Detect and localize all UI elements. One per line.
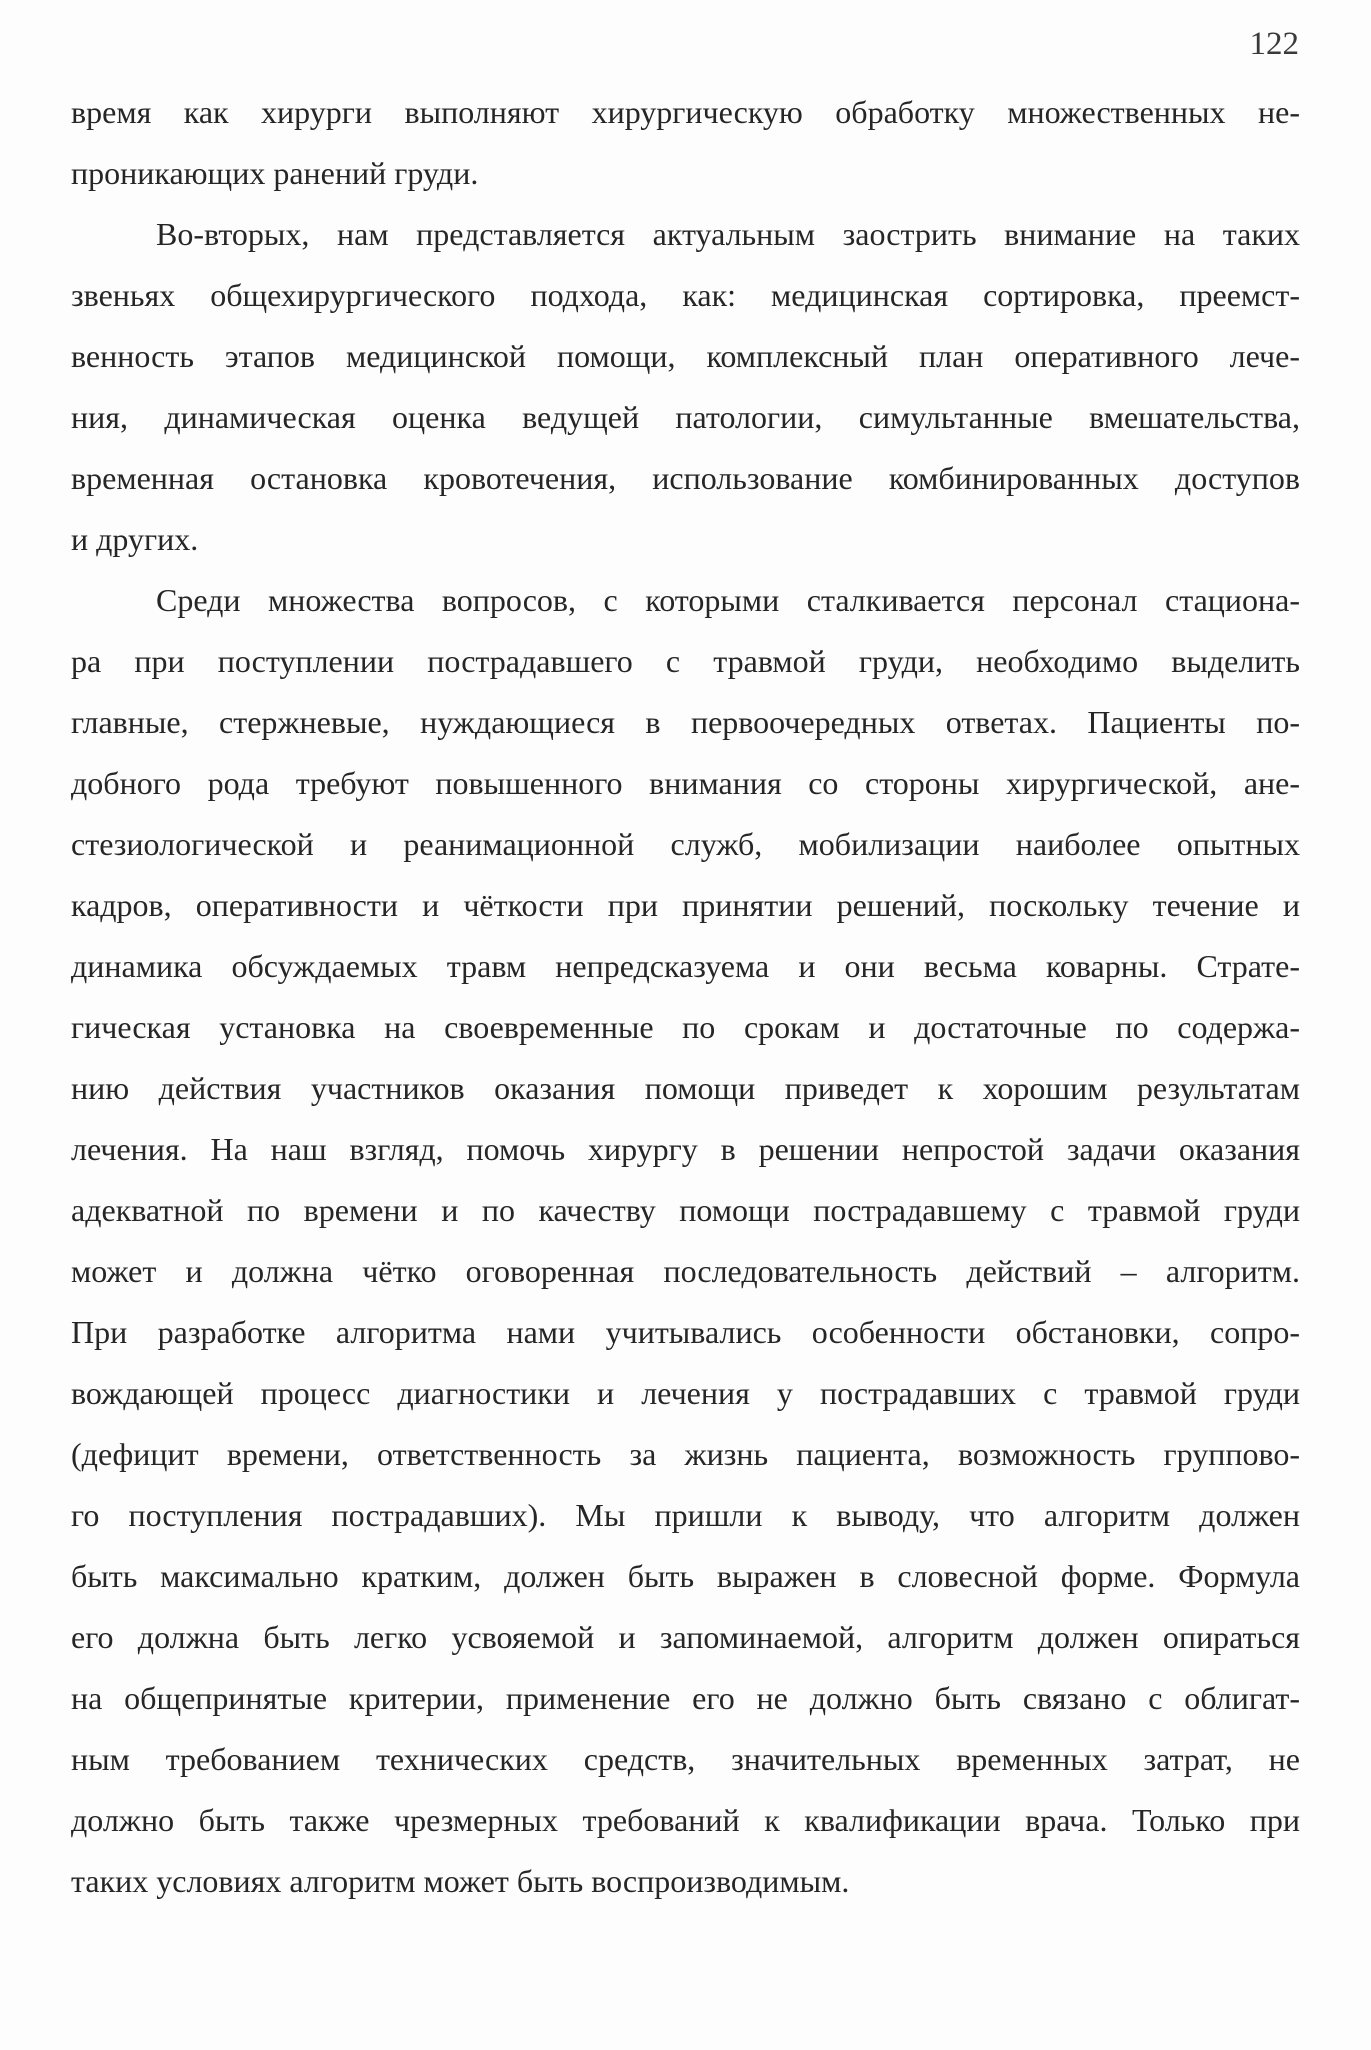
text-line: главные, стержневые, нуждающиеся в первоочередных ответах. Пациенты по- — [71, 704, 1300, 740]
body-text — [71, 90, 1300, 1920]
text-line: вождающей процесс диагностики и лечения у пострадавших с травмой груди — [71, 1375, 1300, 1411]
text-line: (дефицит времени, ответственность за жизнь пациента, возможность группово- — [71, 1436, 1300, 1472]
text-line: проникающих ранений груди. — [71, 155, 479, 191]
text-line: на общепринятые критерии, применение его не должно быть связано с облигат- — [71, 1680, 1300, 1716]
text-line: ра при поступлении пострадавшего с травмой груди, необходимо выделить — [71, 643, 1300, 679]
text-line: таких условиях алгоритм может быть воспроизводимым. — [71, 1863, 850, 1899]
text-line: и других. — [71, 521, 199, 557]
text-line: временная остановка кровотечения, использование комбинированных доступов — [71, 460, 1300, 496]
text-line: кадров, оперативности и чёткости при принятии решений, поскольку течение и — [71, 887, 1300, 923]
text-line: го поступления пострадавших). Мы пришли к выводу, что алгоритм должен — [71, 1497, 1300, 1533]
text-line: добного рода требуют повышенного внимания со стороны хирургической, ане- — [71, 765, 1300, 801]
text-line: его должна быть легко усвояемой и запоминаемой, алгоритм должен опираться — [71, 1619, 1300, 1655]
text-line: динамика обсуждаемых травм непредсказуема и они весьма коварны. Страте- — [71, 948, 1300, 984]
text-line: звеньях общехирургического подхода, как: медицинская сортировка, преемст- — [71, 277, 1300, 313]
text-line: быть максимально кратким, должен быть выражен в словесной форме. Формула — [71, 1558, 1300, 1594]
page-number: 122 — [1249, 26, 1299, 62]
text-line: При разработке алгоритма нами учитывались особенности обстановки, сопро- — [71, 1314, 1300, 1350]
text-line: лечения. На наш взгляд, помочь хирургу в решении непростой задачи оказания — [71, 1131, 1300, 1167]
text-line: время как хирурги выполняют хирургическую обработку множественных не- — [71, 94, 1300, 130]
text-line: может и должна чётко оговоренная последовательность действий – алгоритм. — [71, 1253, 1300, 1289]
text-line: стезиологической и реанимационной служб, мобилизации наиболее опытных — [71, 826, 1300, 862]
text-line: венность этапов медицинской помощи, комплексный план оперативного лече- — [71, 338, 1300, 374]
text-line: гическая установка на своевременные по срокам и достаточные по содержа- — [71, 1009, 1300, 1045]
text-line: нию действия участников оказания помощи приведет к хорошим результатам — [71, 1070, 1300, 1106]
text-line: адекватной по времени и по качеству помощи пострадавшему с травмой груди — [71, 1192, 1300, 1228]
text-line: Во-вторых, нам представляется актуальным заострить внимание на таких — [156, 216, 1300, 252]
text-line: Среди множества вопросов, с которыми сталкивается персонал стациона- — [156, 582, 1300, 618]
text-line: должно быть также чрезмерных требований к квалификации врача. Только при — [71, 1802, 1300, 1838]
text-line: ния, динамическая оценка ведущей патологии, симультанные вмешательства, — [71, 399, 1300, 435]
text-line: ным требованием технических средств, значительных временных затрат, не — [71, 1741, 1300, 1777]
